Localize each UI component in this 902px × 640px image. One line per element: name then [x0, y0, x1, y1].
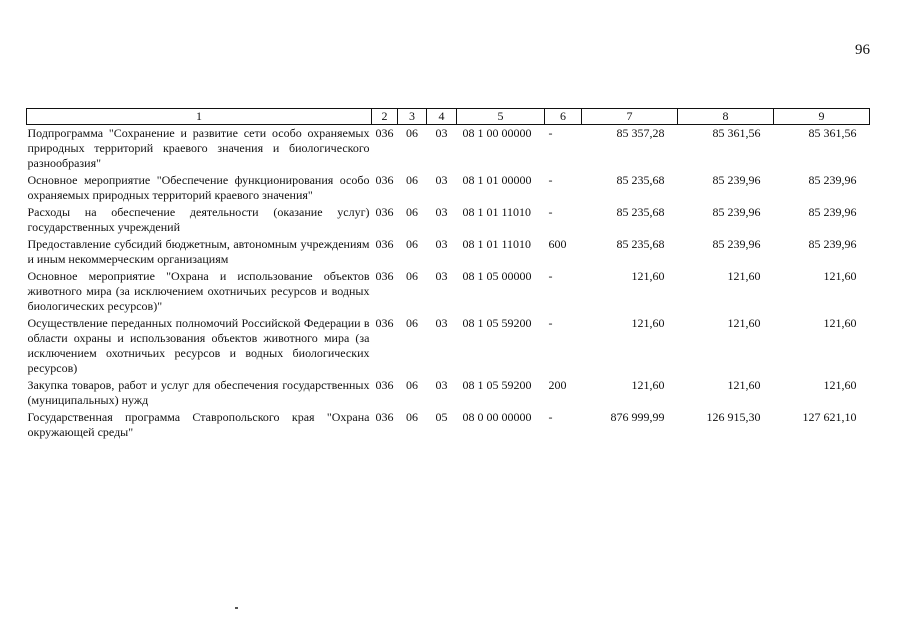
cell-subsection: 03: [435, 126, 448, 140]
page-number: 96: [855, 42, 870, 58]
cell-amount-7: 121,60: [631, 378, 665, 392]
cell-expense-type: 200: [548, 378, 567, 392]
cell-amount-7: 876 999,99: [610, 410, 665, 424]
cell-expense-type: -: [548, 126, 553, 140]
cell-amount-8: 121,60: [727, 378, 761, 392]
cell-expense-type: 600: [548, 237, 567, 251]
cell-ministry: 036: [375, 237, 394, 251]
table-row: [27, 236, 870, 268]
cell-ministry: 036: [375, 378, 394, 392]
table-row: [27, 377, 870, 409]
cell-target-article: 08 1 00 00000: [462, 126, 532, 140]
scan-speck: [235, 607, 238, 609]
cell-amount-8: 85 361,56: [712, 126, 761, 140]
cell-section: 06: [406, 269, 418, 283]
column-header: 6: [545, 109, 582, 125]
cell-section: 06: [406, 126, 418, 140]
table-row: [27, 172, 870, 204]
table-row: [27, 315, 870, 377]
budget-table: [26, 108, 870, 441]
cell-section: 06: [406, 237, 418, 251]
cell-target-article: 08 1 05 00000: [462, 269, 532, 283]
row-name: Закупка товаров, работ и услуг для обеспечения государственных (муниципальных) нужд: [27, 378, 370, 407]
cell-ministry: 036: [375, 269, 394, 283]
row-name: Основное мероприятие "Охрана и использование объектов животного мира (за исключением охотничьих ресурсов и водных биологических ресурсов)": [27, 269, 370, 313]
row-name: Осуществление переданных полномочий Российской Федерации в области охраны и использования объектов животного мира (за исключением охотничьих ресурсов и водных биологических ресурсов): [27, 316, 370, 375]
cell-expense-type: -: [548, 316, 553, 330]
cell-amount-8: 126 915,30: [706, 410, 761, 424]
cell-amount-7: 121,60: [631, 269, 665, 283]
cell-section: 06: [406, 378, 418, 392]
cell-amount-7: 85 235,68: [616, 173, 665, 187]
cell-amount-9: 121,60: [823, 316, 857, 330]
cell-target-article: 08 1 01 00000: [462, 173, 532, 187]
cell-target-article: 08 0 00 00000: [462, 410, 532, 424]
cell-target-article: 08 1 05 59200: [462, 378, 532, 392]
column-header: 5: [457, 109, 545, 125]
column-header: 4: [427, 109, 457, 125]
cell-subsection: 05: [435, 410, 448, 424]
cell-amount-8: 121,60: [727, 316, 761, 330]
cell-subsection: 03: [435, 269, 448, 283]
cell-amount-7: 121,60: [631, 316, 665, 330]
cell-amount-9: 85 361,56: [808, 126, 857, 140]
cell-amount-8: 85 239,96: [712, 237, 761, 251]
cell-amount-7: 85 235,68: [616, 205, 665, 219]
cell-ministry: 036: [375, 173, 394, 187]
cell-target-article: 08 1 01 11010: [462, 237, 532, 251]
cell-amount-7: 85 357,28: [616, 126, 665, 140]
column-header: 9: [774, 109, 870, 125]
cell-section: 06: [406, 410, 418, 424]
cell-expense-type: -: [548, 410, 553, 424]
column-header: 7: [582, 109, 678, 125]
cell-section: 06: [406, 173, 418, 187]
cell-amount-9: 121,60: [823, 378, 857, 392]
column-header: 2: [372, 109, 398, 125]
cell-subsection: 03: [435, 378, 448, 392]
cell-ministry: 036: [375, 126, 394, 140]
cell-target-article: 08 1 05 59200: [462, 316, 532, 330]
cell-subsection: 03: [435, 316, 448, 330]
cell-ministry: 036: [375, 410, 394, 424]
cell-section: 06: [406, 205, 418, 219]
table-row: [27, 268, 870, 315]
table-row: [27, 125, 870, 173]
cell-section: 06: [406, 316, 418, 330]
cell-ministry: 036: [375, 205, 394, 219]
cell-amount-9: 121,60: [823, 269, 857, 283]
row-name: Подпрограмма "Сохранение и развитие сети особо охраняемых природных территорий краевого значения и биологического разнообразия": [27, 126, 370, 170]
cell-subsection: 03: [435, 173, 448, 187]
table-body: [27, 125, 870, 442]
cell-amount-7: 85 235,68: [616, 237, 665, 251]
row-name: Предоставление субсидий бюджетным, автономным учреждениям и иным некоммерческим организациям: [27, 237, 370, 266]
cell-amount-9: 85 239,96: [808, 173, 857, 187]
cell-amount-8: 85 239,96: [712, 205, 761, 219]
cell-expense-type: -: [548, 205, 553, 219]
cell-ministry: 036: [375, 316, 394, 330]
cell-amount-8: 85 239,96: [712, 173, 761, 187]
cell-amount-9: 127 621,10: [802, 410, 857, 424]
row-name: Основное мероприятие "Обеспечение функционирования особо охраняемых природных территорий краевого значения": [27, 173, 370, 202]
table-header-row: [27, 109, 870, 125]
cell-amount-9: 85 239,96: [808, 205, 857, 219]
row-name: Государственная программа Ставропольского края "Охрана окружающей среды": [27, 410, 370, 439]
cell-subsection: 03: [435, 237, 448, 251]
cell-amount-8: 121,60: [727, 269, 761, 283]
table-row: [27, 204, 870, 236]
column-header: 3: [398, 109, 427, 125]
cell-expense-type: -: [548, 173, 553, 187]
row-name: Расходы на обеспечение деятельности (оказание услуг) государственных учреждений: [27, 205, 370, 234]
column-header: 1: [27, 109, 372, 125]
cell-amount-9: 85 239,96: [808, 237, 857, 251]
cell-expense-type: -: [548, 269, 553, 283]
cell-subsection: 03: [435, 205, 448, 219]
column-header: 8: [678, 109, 774, 125]
cell-target-article: 08 1 01 11010: [462, 205, 532, 219]
table-row: [27, 409, 870, 441]
